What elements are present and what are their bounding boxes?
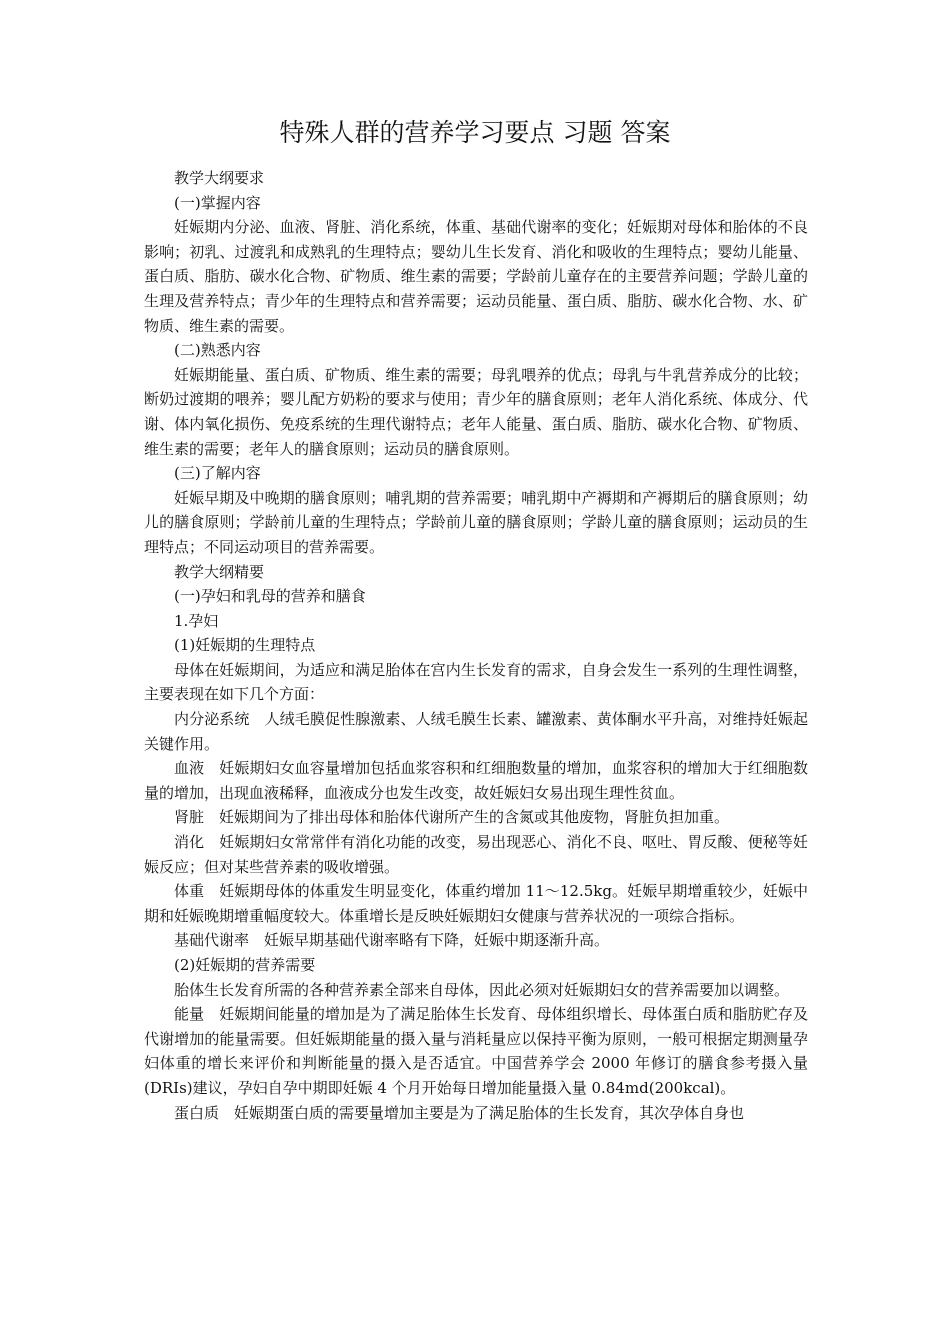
paragraph-understand-content: 妊娠早期及中晚期的膳食原则；哺乳期的营养需要；哺乳期中产褥期和产褥期后的膳食原则；幼儿的膳食原则；学龄前儿童的生理特点；学龄前儿童的膳食原则；学龄儿童的膳食原则；运动员的生理特点；不同运动项目的营养需要。 xyxy=(144,488,808,556)
subheading-familiar-content: (二)熟悉内容 xyxy=(174,341,261,360)
subheading-nutrition-needs: (2)妊娠期的营养需要 xyxy=(174,956,316,974)
paragraph-basal-metabolism: 基础代谢率 妊娠早期基础代谢率略有下降，妊娠中期逐渐升高。 xyxy=(174,931,610,950)
paragraph-energy: 能量 妊娠期间能量的增加是为了满足胎体生长发育、母体组织增长、母体蛋白质和脂肪贮存及代谢增加的能量需要。但妊娠期能量的摄入量与消耗量应以保持平衡为原则，一般可根据定期测量孕妇体重的增长来评价和判断能量的摄入是否适宜。中国营养学会 2000 年修订的膳食参考摄入量(DRIs)建议，孕妇自孕中期即妊娠 4 个月开始每日增加能量摄入量 0.84md(200kcal)。 xyxy=(144,1005,808,1097)
paragraph-endocrine: 内分泌系统 人绒毛膜促性腺激素、人绒毛膜生长素、罐激素、黄体酮水平升高，对维持妊娠起关键作用。 xyxy=(144,710,808,753)
paragraph-familiar-content: 妊娠期能量、蛋白质、矿物质、维生素的需要；母乳喂养的优点；母乳与牛乳营养成分的比较；断奶过渡期的喂养；婴儿配方奶粉的要求与使用；青少年的膳食原则；老年人消化系统、体成分、代谢、体内氧化损伤、免疫系统的生理代谢特点；老年人能量、蛋白质、脂肪、碳水化合物、矿物质、维生素的需要；老年人的膳食原则；运动员的膳食原则。 xyxy=(144,365,808,458)
paragraph-blood: 血液 妊娠期妇女血容量增加包括血浆容积和红细胞数量的增加，血浆容积的增加大于红细胞数量的增加，出现血液稀释，血液成分也发生改变，故妊娠妇女易出现生理性贫血。 xyxy=(144,759,808,802)
paragraph-protein: 蛋白质 妊娠期蛋白质的需要量增加主要是为了满足胎体的生长发育，其次孕体自身也 xyxy=(174,1103,745,1122)
paragraph-master-content: 妊娠期内分泌、血液、肾脏、消化系统，体重、基础代谢率的变化；妊娠期对母体和胎体的不良影响；初乳、过渡乳和成熟乳的生理特点；婴幼儿生长发育、消化和吸收的生理特点；婴幼儿能量、蛋白质、脂肪、碳水化合物、矿物质、维生素的需要；学龄前儿童存在的主要营养问题；学龄儿童的生理及营养特点；青少年的生理特点和营养需要；运动员能量、蛋白质、脂肪、碳水化合物、水、矿物质、维生素的需要。 xyxy=(144,218,808,335)
heading-syllabus-requirements: 教学大纲要求 xyxy=(174,169,265,187)
document-body xyxy=(144,166,808,1125)
subheading-understand-content: (三)了解内容 xyxy=(174,464,261,483)
document-title: 特殊人群的营养学习要点 习题 答案 xyxy=(279,118,671,147)
subheading-pregnant-women: 1.孕妇 xyxy=(174,611,219,630)
subheading-pregnant-lactating: (一)孕妇和乳母的营养和膳食 xyxy=(174,587,366,606)
paragraph-physiology-intro: 母体在妊娠期间，为适应和满足胎体在宫内生长发育的需求，自身会发生一系列的生理性调整，主要表现在如下几个方面： xyxy=(144,660,808,704)
subheading-master-content: (一)掌握内容 xyxy=(174,193,261,212)
paragraph-weight: 体重 妊娠期母体的体重发生明显变化，体重约增加 11～12.5kg。妊娠早期增重较少，妊娠中期和妊娠晚期增重幅度较大。体重增长是反映妊娠期妇女健康与营养状况的一项综合指标。 xyxy=(144,882,808,925)
heading-syllabus-essentials: 教学大纲精要 xyxy=(174,562,265,581)
subheading-physiology: (1)妊娠期的生理特点 xyxy=(174,636,316,655)
paragraph-digestion: 消化 妊娠期妇女常常伴有消化功能的改变，易出现恶心、消化不良、呕吐、胃反酸、便秘等妊娠反应；但对某些营养素的吸收增强。 xyxy=(144,833,808,876)
paragraph-nutrition-intro: 胎体生长发育所需的各种营养素全部来自母体，因此必须对妊娠期妇女的营养需要加以调整。 xyxy=(174,980,790,999)
paragraph-kidney: 肾脏 妊娠期间为了排出母体和胎体代谢所产生的含氮或其他废物，肾脏负担加重。 xyxy=(174,808,730,827)
